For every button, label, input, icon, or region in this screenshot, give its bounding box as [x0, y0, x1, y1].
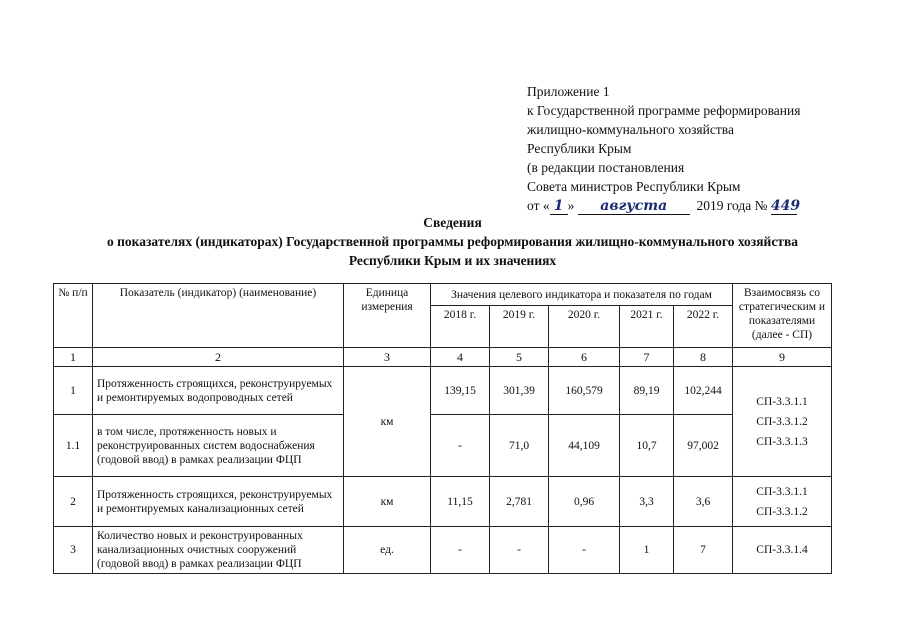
appendix-line-5: (в редакции постановления: [527, 160, 685, 175]
row-value-2021: 89,19: [620, 367, 674, 415]
header-year-2018: 2018 г.: [431, 306, 490, 348]
indicators-table: [53, 283, 832, 574]
row-value-2018: 139,15: [431, 367, 490, 415]
col-number: 9: [733, 348, 832, 367]
row-value-2021: 1: [620, 527, 674, 574]
row-sp: [733, 477, 832, 527]
header-unit: Единица измерения: [344, 284, 431, 348]
appendix-block: [527, 82, 800, 215]
row-num: 1.1: [54, 415, 93, 477]
row-indicator-name: Протяженность строящихся, реконструируемых и ремонтируемых водопроводных сетей: [93, 367, 344, 415]
row-value-2022: 7: [674, 527, 733, 574]
document-title: Сведения: [423, 215, 482, 230]
col-number: 5: [490, 348, 549, 367]
date-year: 2019 года №: [696, 198, 768, 213]
document-subtitle-line-2: Республики Крым и их значениях: [348, 253, 557, 268]
row-sp: [733, 527, 832, 574]
row-unit: км: [344, 477, 431, 527]
row-value-2022: 3,6: [674, 477, 733, 527]
col-number: 3: [344, 348, 431, 367]
header-year-2021: 2021 г.: [620, 306, 674, 348]
row-value-2022: 102,244: [674, 367, 733, 415]
table-row: [54, 527, 832, 574]
header-year-2022: 2022 г.: [674, 306, 733, 348]
row-value-2018: 11,15: [431, 477, 490, 527]
row-unit: ед.: [344, 527, 431, 574]
row-value-2021: 3,3: [620, 477, 674, 527]
header-indicator: Показатель (индикатор) (наименование): [93, 284, 344, 348]
row-value-2020: -: [549, 527, 620, 574]
document-subtitle-line-1: о показателях (индикаторах) Государственной программы реформирования жилищно-коммунального хозяйства: [107, 234, 798, 249]
header-values-group: Значения целевого индикатора и показателя по годам: [431, 284, 733, 306]
decree-number-handwritten: 449: [770, 198, 801, 214]
row-value-2019: 71,0: [490, 415, 549, 477]
row-value-2018: -: [431, 527, 490, 574]
header-num: № п/п: [54, 284, 93, 348]
row-value-2020: 0,96: [549, 477, 620, 527]
col-number: 4: [431, 348, 490, 367]
row-value-2018: -: [431, 415, 490, 477]
sp-code: СП-3.3.1.2: [756, 505, 808, 518]
table-row: [54, 415, 832, 477]
sp-code: СП-3.3.1.1: [756, 485, 808, 498]
row-value-2020: 44,109: [549, 415, 620, 477]
row-value-2019: 2,781: [490, 477, 549, 527]
appendix-line-2: к Государственной программе реформирования: [527, 103, 801, 118]
col-number: 7: [620, 348, 674, 367]
appendix-line-1: Приложение 1: [527, 84, 610, 99]
row-num: 2: [54, 477, 93, 527]
row-num: 1: [54, 367, 93, 415]
column-number-row: [54, 348, 832, 367]
row-value-2021: 10,7: [620, 415, 674, 477]
header-sp-link: Взаимосвязь со стратегическим и показателями (далее - СП): [733, 284, 832, 348]
row-unit-merged: км: [344, 367, 431, 477]
appendix-line-4: Республики Крым: [527, 141, 632, 156]
row-num: 3: [54, 527, 93, 574]
table-row: [54, 367, 832, 415]
col-number: 6: [549, 348, 620, 367]
table-row: [54, 477, 832, 527]
col-number: 2: [93, 348, 344, 367]
date-day-handwritten: 1: [550, 199, 568, 215]
appendix-line-3: жилищно-коммунального хозяйства: [527, 122, 734, 137]
col-number: 1: [54, 348, 93, 367]
row-value-2019: -: [490, 527, 549, 574]
sp-code: СП-3.3.1.1: [756, 395, 808, 408]
col-number: 8: [674, 348, 733, 367]
date-prefix: от «: [527, 198, 550, 213]
row-value-2019: 301,39: [490, 367, 549, 415]
date-mid: »: [567, 198, 575, 213]
row-value-2020: 160,579: [549, 367, 620, 415]
header-year-2019: 2019 г.: [490, 306, 549, 348]
sp-code: СП-3.3.1.2: [756, 415, 808, 428]
date-month-handwritten: августа: [578, 199, 690, 215]
row-value-2022: 97,002: [674, 415, 733, 477]
row-sp-merged: [733, 367, 832, 477]
row-indicator-name: Протяженность строящихся, реконструируемых и ремонтируемых канализационных сетей: [93, 477, 344, 527]
appendix-line-6: Совета министров Республики Крым: [527, 179, 741, 194]
row-indicator-name: в том числе, протяженность новых и реконструированных систем водоснабжения (годовой ввод) в рамках реализации ФЦП: [93, 415, 344, 477]
sp-code: СП-3.3.1.3: [756, 435, 808, 448]
header-year-2020: 2020 г.: [549, 306, 620, 348]
sp-code: СП-3.3.1.4: [756, 544, 808, 556]
row-indicator-name: Количество новых и реконструированных канализационных очистных сооружений (годовой ввод) в рамках реализации ФЦП: [93, 527, 344, 574]
